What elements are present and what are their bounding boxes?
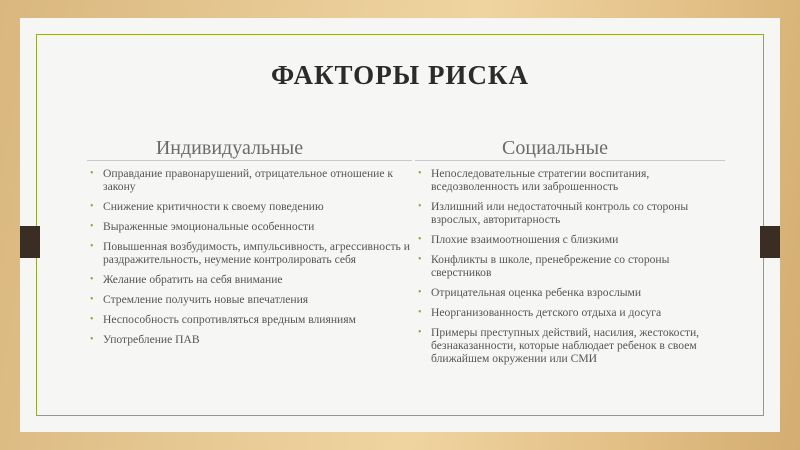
bullet-icon: • <box>90 314 94 325</box>
list-item: • Неорганизованность детского отдыха и досуга <box>418 306 662 319</box>
bullet-icon: • <box>90 241 94 252</box>
bullet-icon: • <box>418 168 422 179</box>
list-item: • Стремление получить новые впечатления <box>90 293 309 306</box>
bullet-icon: • <box>90 221 94 232</box>
individual-factors-list <box>87 167 412 346</box>
bullet-icon: • <box>90 334 94 345</box>
list-item: • Конфликты в школе, пренебрежение со стороны сверстников <box>418 253 670 279</box>
list-item: • Выраженные эмоциональные особенности <box>90 220 315 233</box>
list-item: • Отрицательная оценка ребенка взрослыми <box>418 286 642 299</box>
list-item: • Плохие взаимоотношения с близкими <box>418 233 619 246</box>
left-accent-bar <box>20 226 40 258</box>
list-item: • Снижение критичности к своему поведению <box>90 200 324 213</box>
social-factors-column <box>415 138 725 372</box>
list-item: • Повышенная возбудимость, импульсивность, агрессивность и раздражительность, неумение контролировать себя <box>90 240 410 266</box>
bullet-icon: • <box>90 294 94 305</box>
list-item: • Употребление ПАВ <box>90 333 200 346</box>
social-heading: Социальные <box>502 137 608 159</box>
bullet-icon: • <box>418 254 422 265</box>
list-item: • Примеры преступных действий, насилия, жестокости, безнаказанности, которые наблюдает ребенок в своем ближайшем окружении или СМИ <box>418 326 700 365</box>
individual-heading: Индивидуальные <box>155 137 304 159</box>
individual-factors-column <box>87 138 412 353</box>
bullet-icon: • <box>90 274 94 285</box>
column-divider <box>87 160 412 161</box>
bullet-icon: • <box>418 234 422 245</box>
right-accent-bar <box>760 226 780 258</box>
slide-title: ФАКТОРЫ РИСКА <box>270 60 530 90</box>
bullet-icon: • <box>418 201 422 212</box>
list-item: • Желание обратить на себя внимание <box>90 273 283 286</box>
bullet-icon: • <box>90 201 94 212</box>
bullet-icon: • <box>90 168 94 179</box>
slide <box>20 18 780 432</box>
list-item: • Оправдание правонарушений, отрицательное отношение к закону <box>90 167 394 193</box>
bullet-icon: • <box>418 287 422 298</box>
list-item: • Непоследовательные стратегии воспитания, вседозволенность или заброшенность <box>418 167 650 193</box>
bullet-icon: • <box>418 307 422 318</box>
social-factors-list <box>415 167 725 365</box>
bullet-icon: • <box>418 327 422 338</box>
list-item: • Излишний или недостаточный контроль со стороны взрослых, авторитарность <box>418 200 689 226</box>
column-divider <box>415 160 725 161</box>
list-item: • Неспособность сопротивляться вредным влияниям <box>90 313 356 326</box>
